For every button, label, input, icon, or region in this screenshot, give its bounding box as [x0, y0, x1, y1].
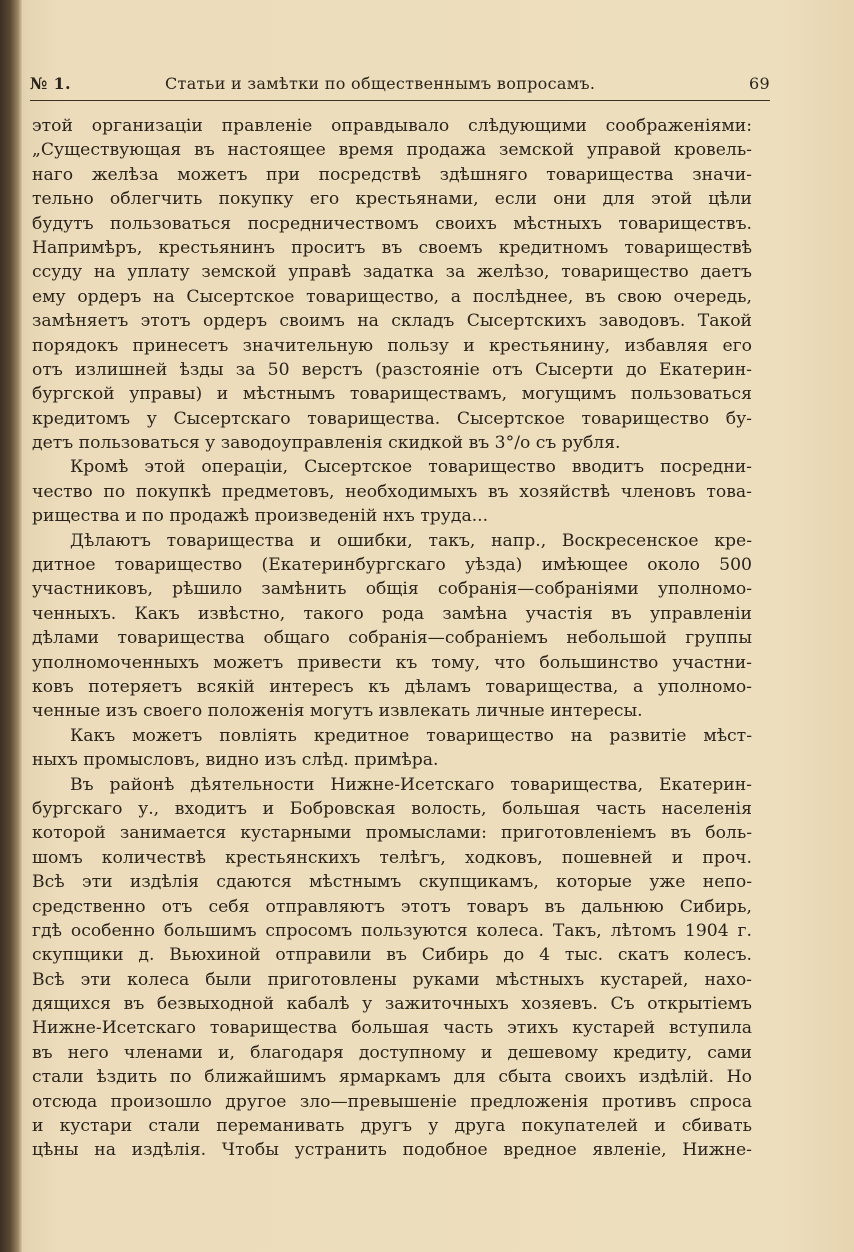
text-line: ченные изъ своего положенія могутъ извлекать личные интересы. — [32, 701, 643, 722]
text-line: ковъ потеряетъ всякій интересъ къ дѣламъ товарищества, а уполномо- — [32, 676, 752, 697]
text-line: Всѣ эти колеса были приготовлены руками мѣстныхъ кустарей, нахо- — [32, 969, 752, 990]
text-line: замѣняетъ этотъ ордеръ своимъ на складъ Сысертскихъ заводовъ. Такой — [32, 311, 752, 332]
text-line: кредитомъ у Сысертскаго товарищества. Сысертское товарищество бу- — [32, 408, 752, 429]
text-line: наго желѣза можетъ при посредствѣ здѣшняго товарищества значи- — [32, 164, 752, 185]
text-line: уполномоченныхъ можетъ привести къ тому, что большинство участни- — [32, 652, 752, 673]
text-line: средственно отъ себя отправляютъ этотъ товаръ въ дальнюю Сибирь, — [32, 896, 752, 917]
text-line: Всѣ эти издѣлія сдаются мѣстнымъ скупщикамъ, которые уже непо- — [32, 872, 752, 893]
body-text — [32, 114, 752, 1163]
text-line: будутъ пользоваться посредничествомъ своихъ мѣстныхъ товариществъ. — [32, 213, 752, 234]
text-line: тельно облегчить покупку его крестьянами, если они для этой цѣли — [32, 189, 752, 210]
text-line: ченныхъ. Какъ извѣстно, такого рода замѣна участія въ управленіи — [32, 603, 752, 624]
text-line: отъ излишней ѣзды за 50 верстъ (разстояніе отъ Сысерти до Екатерин- — [32, 359, 752, 380]
text-line: Дѣлаютъ товарищества и ошибки, такъ, напр., Воскресенское кре- — [70, 530, 752, 551]
text-line: этой организаціи правленіе оправдывало слѣдующими соображеніями: — [32, 116, 752, 136]
running-header — [30, 70, 770, 98]
text-line: порядокъ принесетъ значительную пользу и крестьянину, избавляя его — [32, 335, 752, 356]
text-line: дѣлами товарищества общаго собранія—собраніемъ небольшой группы — [32, 628, 752, 649]
text-line: скупщики д. Вьюхиной отправили въ Сибирь до 4 тыс. скатъ колесъ. — [32, 945, 752, 966]
text-line: гдѣ особенно большимъ спросомъ пользуются колеса. Такъ, лѣтомъ 1904 г. — [32, 920, 752, 941]
text-line: участниковъ, рѣшило замѣнить общія собранія—собраніями уполномо- — [32, 579, 752, 600]
text-line: бургскаго у., входитъ и Бобровская волость, большая часть населенія — [32, 798, 752, 819]
text-line: которой занимается кустарными промыслами: приготовленіемъ въ боль- — [32, 823, 752, 844]
text-line: въ него членами и, благодаря доступному и дешевому кредиту, сами — [32, 1042, 752, 1063]
text-line: и кустари стали переманивать другъ у друга покупателей и сбивать — [32, 1116, 752, 1137]
text-line: рищества и по продажѣ произведеній нхъ труда... — [32, 506, 489, 527]
text-line: Въ районѣ дѣятельности Нижне-Исетскаго товарищества, Екатерин- — [70, 774, 752, 795]
text-line: „Существующая въ настоящее время продажа земской управой кровель- — [32, 140, 752, 161]
book-spine-shadow — [0, 0, 22, 1252]
text-line: Кромѣ этой операціи, Сысертское товарищество вводитъ посредни- — [70, 457, 752, 478]
text-line: Какъ можетъ повліять кредитное товарищество на развитіе мѣст- — [70, 725, 752, 746]
page-number: 69 — [749, 74, 770, 93]
text-line: стали ѣздить по ближайшимъ ярмаркамъ для сбыта своихъ издѣлій. Но — [32, 1067, 752, 1088]
text-line: дящихся въ безвыходной кабалѣ у зажиточныхъ хозяевъ. Съ открытіемъ — [32, 994, 752, 1015]
text-line: чество по покупкѣ предметовъ, необходимыхъ въ хозяйствѣ членовъ това- — [32, 481, 752, 502]
header-rule — [30, 100, 770, 101]
text-line: цѣны на издѣлія. Чтобы устранить подобное вредное явленіе, Нижне- — [32, 1140, 752, 1161]
text-line: ныхъ промысловъ, видно изъ слѣд. примѣра. — [32, 750, 439, 771]
issue-number: № 1. — [30, 74, 71, 93]
text-line: шомъ количествѣ крестьянскихъ телѣгъ, ходковъ, пошевней и проч. — [32, 847, 752, 868]
text-line: Напримѣръ, крестьянинъ проситъ въ своемъ кредитномъ товариществѣ — [32, 237, 752, 258]
text-line: Нижне-Исетскаго товарищества большая часть этихъ кустарей вступила — [32, 1018, 752, 1039]
section-title: Статьи и замѣтки по общественнымъ вопросамъ. — [165, 74, 596, 93]
text-line: ссуду на уплату земской управѣ задатка за желѣзо, товарищество даетъ — [32, 262, 752, 283]
text-line: бургской управы) и мѣстнымъ товариществамъ, могущимъ пользоваться — [32, 384, 752, 405]
text-line: детъ пользоваться у заводоуправленія скидкой въ 3°/о съ рубля. — [32, 433, 621, 454]
text-line: дитное товарищество (Екатеринбургскаго уѣзда) имѣющее около 500 — [32, 555, 752, 576]
text-line: ему ордеръ на Сысертское товарищество, а послѣднее, въ свою очередь, — [32, 286, 752, 307]
text-line: отсюда произошло другое зло—превышеніе предложенія противъ спроса — [32, 1091, 752, 1112]
